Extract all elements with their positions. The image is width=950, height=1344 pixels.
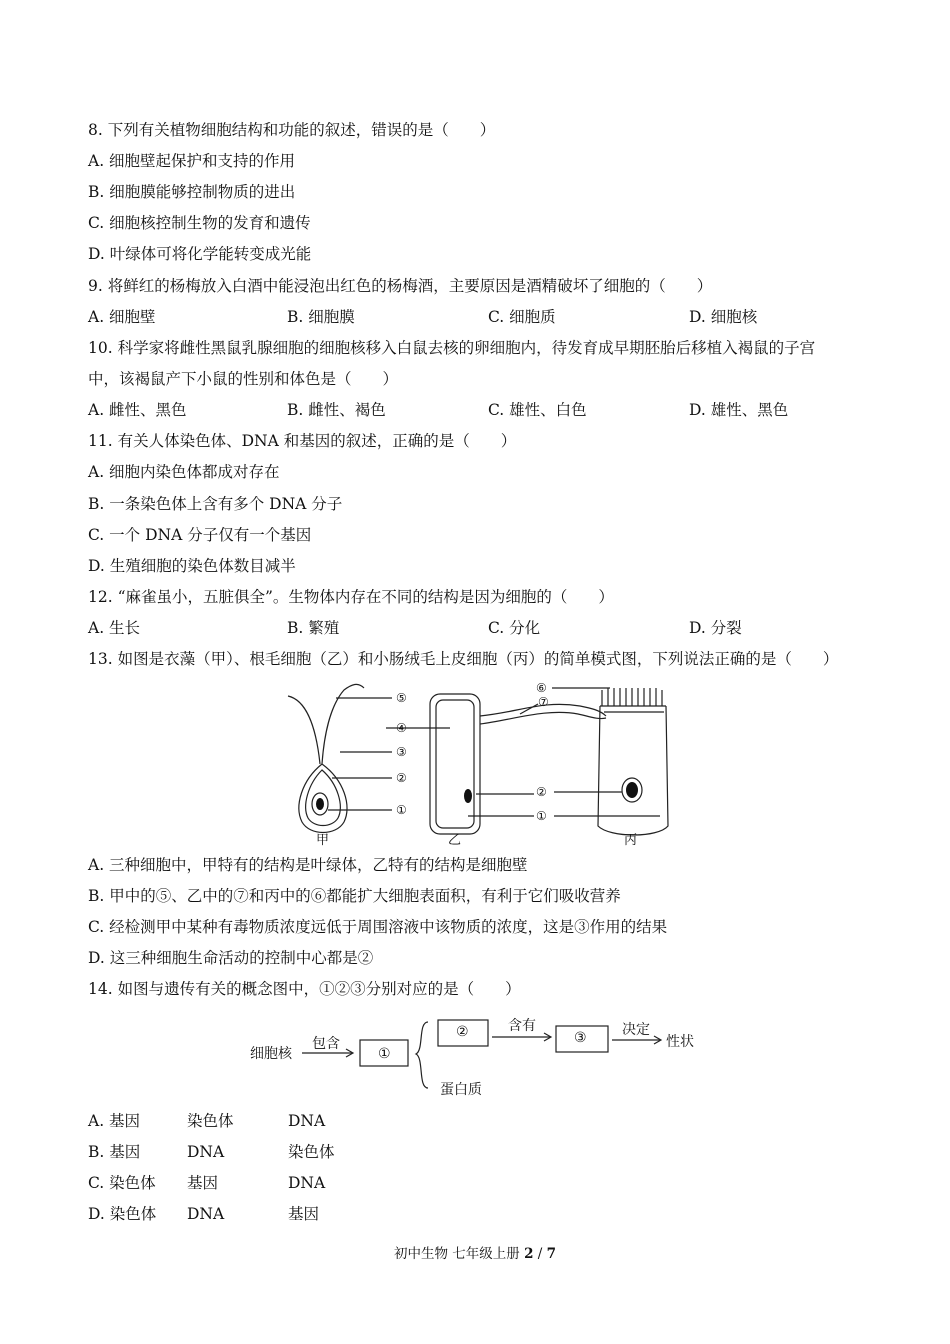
q8-option-a: A. 细胞壁起保护和支持的作用 — [88, 152, 296, 170]
q13-option-d: D. 这三种细胞生命活动的控制中心都是② — [88, 949, 374, 967]
q14-stem: 14. 如图与遗传有关的概念图中，①②③分别对应的是（ ） — [88, 980, 521, 998]
q13-option-a: A. 三种细胞中，甲特有的结构是叶绿体，乙特有的结构是细胞壁 — [88, 856, 528, 874]
q13-option-b: B. 甲中的⑤、乙中的⑦和丙中的⑥都能扩大细胞表面积，有利于它们吸收营养 — [88, 887, 621, 905]
footer-text: 初中生物 七年级上册 — [393, 1246, 520, 1262]
marker-3: ③ — [396, 745, 407, 759]
concept-arrow3-label: 决定 — [622, 1022, 650, 1038]
concept-map — [248, 1012, 718, 1104]
concept-arrow2-label: 含有 — [508, 1018, 536, 1034]
nucleus-yi — [464, 789, 472, 803]
q12-option-a: A. 生长 — [88, 619, 141, 637]
concept-box1-text: ① — [378, 1046, 391, 1062]
q9-option-d: D. 细胞核 — [689, 308, 758, 326]
q8-option-d: D. 叶绿体可将化学能转变成光能 — [88, 245, 312, 263]
q8-option-c: C. 细胞核控制生物的发育和遗传 — [88, 214, 311, 232]
q14-option-c-col3: DNA — [288, 1174, 326, 1192]
marker-6: ⑥ — [536, 681, 547, 695]
concept-box2-text: ② — [456, 1024, 469, 1040]
microvilli — [602, 688, 662, 706]
label-jia: 甲 — [316, 833, 330, 848]
footer-separator: / — [537, 1246, 543, 1262]
marker-1: ① — [396, 803, 407, 817]
page-footer — [0, 1245, 950, 1263]
q9-stem: 9. 将鲜红的杨梅放入白酒中能浸泡出红色的杨梅酒，主要原因是酒精破坏了细胞的（ ） — [88, 277, 713, 295]
q9-option-a: A. 细胞壁 — [88, 308, 156, 326]
q14-option-c-col2: 基因 — [187, 1174, 219, 1192]
marker-1b: ① — [536, 809, 547, 823]
q12-option-c: C. 分化 — [488, 619, 541, 637]
q14-option-d-col2: DNA — [187, 1205, 225, 1223]
flagella — [288, 696, 320, 764]
q11-option-a: A. 细胞内染色体都成对存在 — [88, 463, 280, 481]
concept-arrow1-label: 包含 — [312, 1036, 340, 1052]
q9-option-b: B. 细胞膜 — [287, 308, 355, 326]
q14-option-d-col1: D. 染色体 — [88, 1205, 157, 1223]
cell-diagram — [280, 676, 680, 848]
q12-stem: 12. “麻雀虽小，五脏俱全”。生物体内存在不同的结构是因为细胞的（ ） — [88, 588, 614, 606]
q10-option-a: A. 雌性、黑色 — [88, 401, 187, 419]
nucleus-jia — [316, 798, 324, 810]
q14-option-c-col1: C. 染色体 — [88, 1174, 156, 1192]
q14-option-a-col1: A. 基因 — [88, 1112, 141, 1130]
q11-stem: 11. 有关人体染色体、DNA 和基因的叙述，正确的是（ ） — [88, 432, 517, 450]
q14-option-d-col3: 基因 — [288, 1205, 320, 1223]
marker-4: ④ — [396, 721, 407, 735]
q13-option-c: C. 经检测甲中某种有毒物质浓度远低于周围溶液中该物质的浓度，这是③作用的结果 — [88, 918, 668, 936]
concept-box3-text: ③ — [574, 1030, 587, 1046]
label-bing: 丙 — [624, 833, 638, 848]
q13-stem: 13. 如图是衣藻（甲）、根毛细胞（乙）和小肠绒毛上皮细胞（丙）的简单模式图，下列说法正确的是（ ） — [88, 650, 839, 668]
concept-traits: 性状 — [666, 1034, 694, 1050]
footer-page-number: 2 — [524, 1246, 534, 1262]
concept-protein: 蛋白质 — [440, 1082, 482, 1098]
marker-2b: ② — [536, 785, 547, 799]
q9-option-c: C. 细胞质 — [488, 308, 556, 326]
q11-option-c: C. 一个 DNA 分子仅有一个基因 — [88, 526, 312, 544]
q14-option-b-col2: DNA — [187, 1143, 225, 1161]
q11-option-b: B. 一条染色体上含有多个 DNA 分子 — [88, 495, 343, 513]
q12-option-b: B. 繁殖 — [287, 619, 340, 637]
q10-option-d: D. 雄性、黑色 — [689, 401, 789, 419]
marker-2: ② — [396, 771, 407, 785]
marker-7: ⑦ — [538, 695, 549, 709]
concept-brace — [416, 1022, 428, 1088]
cell-yi-wall — [430, 694, 480, 834]
q8-option-b: B. 细胞膜能够控制物质的进出 — [88, 183, 296, 201]
q14-option-b-col3: 染色体 — [288, 1143, 335, 1161]
q14-option-a-col2: 染色体 — [187, 1112, 234, 1130]
q14-option-a-col3: DNA — [288, 1112, 326, 1130]
q12-option-d: D. 分裂 — [689, 619, 742, 637]
q10-stem-line2: 中，该褐鼠产下小鼠的性别和体色是（ ） — [88, 370, 399, 388]
concept-nucleus: 细胞核 — [250, 1046, 292, 1062]
label-yi: 乙 — [448, 833, 462, 848]
q8-stem: 8. 下列有关植物细胞结构和功能的叙述，错误的是（ ） — [88, 121, 496, 139]
q14-option-b-col1: B. 基因 — [88, 1143, 141, 1161]
marker-5: ⑤ — [396, 691, 407, 705]
q10-stem-line1: 10. 科学家将雌性黑鼠乳腺细胞的细胞核移入白鼠去核的卵细胞内，待发育成早期胚胎后移植入褐鼠的子宫 — [88, 339, 816, 357]
q10-option-c: C. 雄性、白色 — [488, 401, 587, 419]
q11-option-d: D. 生殖细胞的染色体数目减半 — [88, 557, 296, 575]
q10-option-b: B. 雌性、褐色 — [287, 401, 386, 419]
footer-page-total: 7 — [546, 1246, 557, 1262]
